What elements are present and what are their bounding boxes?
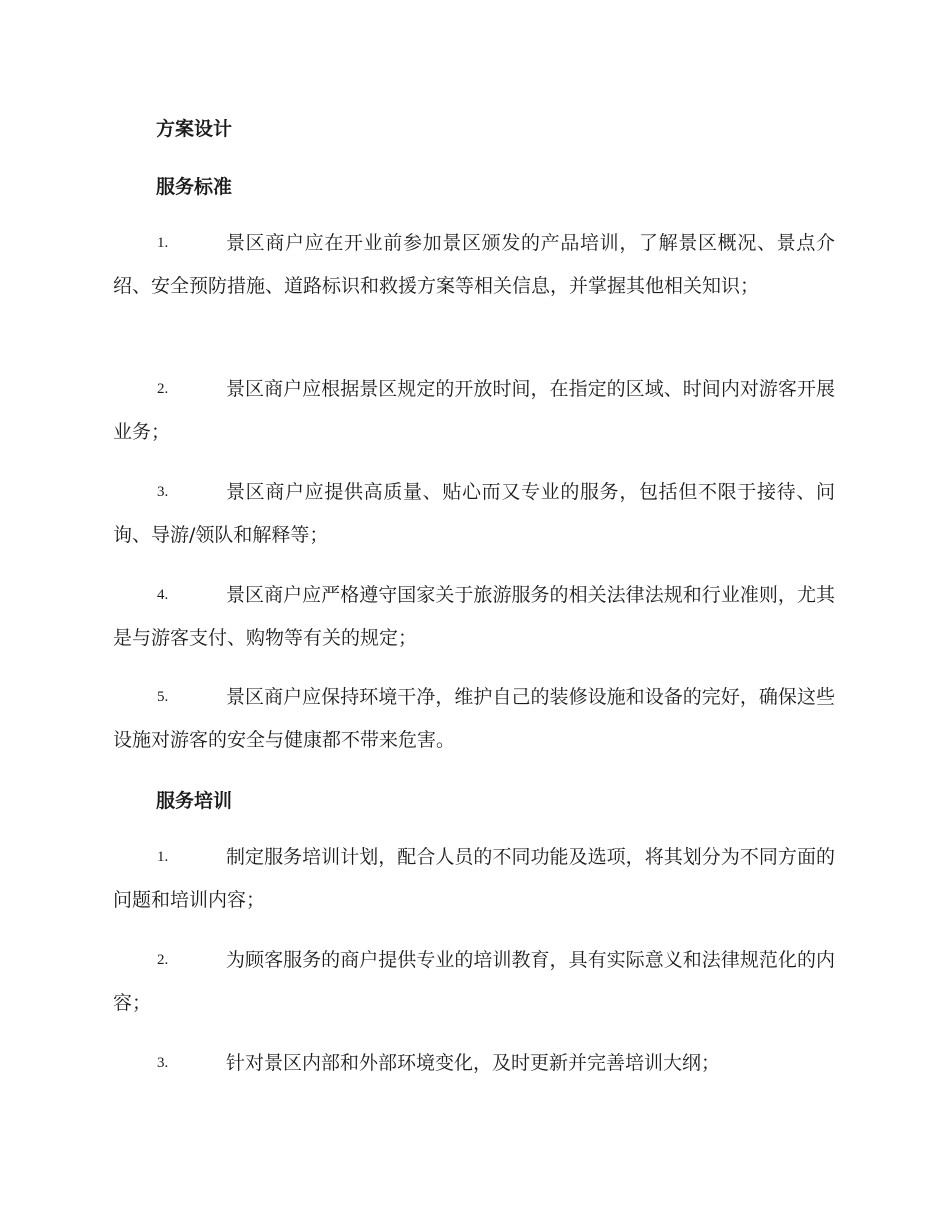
section-heading-service-training: 服务培训: [156, 790, 233, 812]
list-item-number: 1.: [157, 235, 169, 251]
list-item-text: 制定服务培训计划，配合人员的不同功能及选项，将其划分为不同方面的问题和培训内容；: [113, 846, 835, 911]
list-item-text: 景区商户应严格遵守国家关于旅游服务的相关法律法规和行业准则，尤其是与游客支付、购物等有关的规定；: [113, 584, 835, 649]
list-item-text: 为顾客服务的商户提供专业的培训教育，具有实际意义和法律规范化的内容；: [113, 949, 835, 1014]
list-item: [113, 939, 835, 1025]
list-item: [113, 1042, 835, 1085]
list-item-number: 4.: [157, 587, 169, 603]
list-item: [113, 471, 835, 557]
list-item: [113, 222, 835, 308]
list-item: [113, 676, 835, 762]
list-item-number: 3.: [157, 1055, 169, 1071]
list-item: [113, 368, 835, 454]
list-item-number: 5.: [157, 689, 169, 705]
page-title: 方案设计: [156, 118, 233, 140]
list-item-text: 针对景区内部和外部环境变化，及时更新并完善培训大纲；: [226, 1052, 721, 1074]
list-item-text: 景区商户应根据景区规定的开放时间，在指定的区域、时间内对游客开展业务；: [113, 378, 835, 443]
list-item: [113, 836, 835, 922]
list-item-number: 1.: [157, 849, 169, 865]
list-item: [113, 574, 835, 660]
list-item-number: 2.: [157, 381, 169, 397]
list-item-number: 2.: [157, 952, 169, 968]
list-item-text: 景区商户应保持环境干净，维护自己的装修设施和设备的完好，确保这些设施对游客的安全与健康都不带来危害。: [113, 686, 835, 751]
list-item-text: 景区商户应在开业前参加景区颁发的产品培训，了解景区概况、景点介绍、安全预防措施、道路标识和救援方案等相关信息，并掌握其他相关知识；: [113, 232, 835, 297]
list-item-number: 3.: [157, 484, 169, 500]
list-item-text: 景区商户应提供高质量、贴心而又专业的服务，包括但不限于接待、问询、导游/领队和解释等；: [113, 481, 835, 546]
section-heading-service-standards: 服务标准: [156, 176, 233, 198]
